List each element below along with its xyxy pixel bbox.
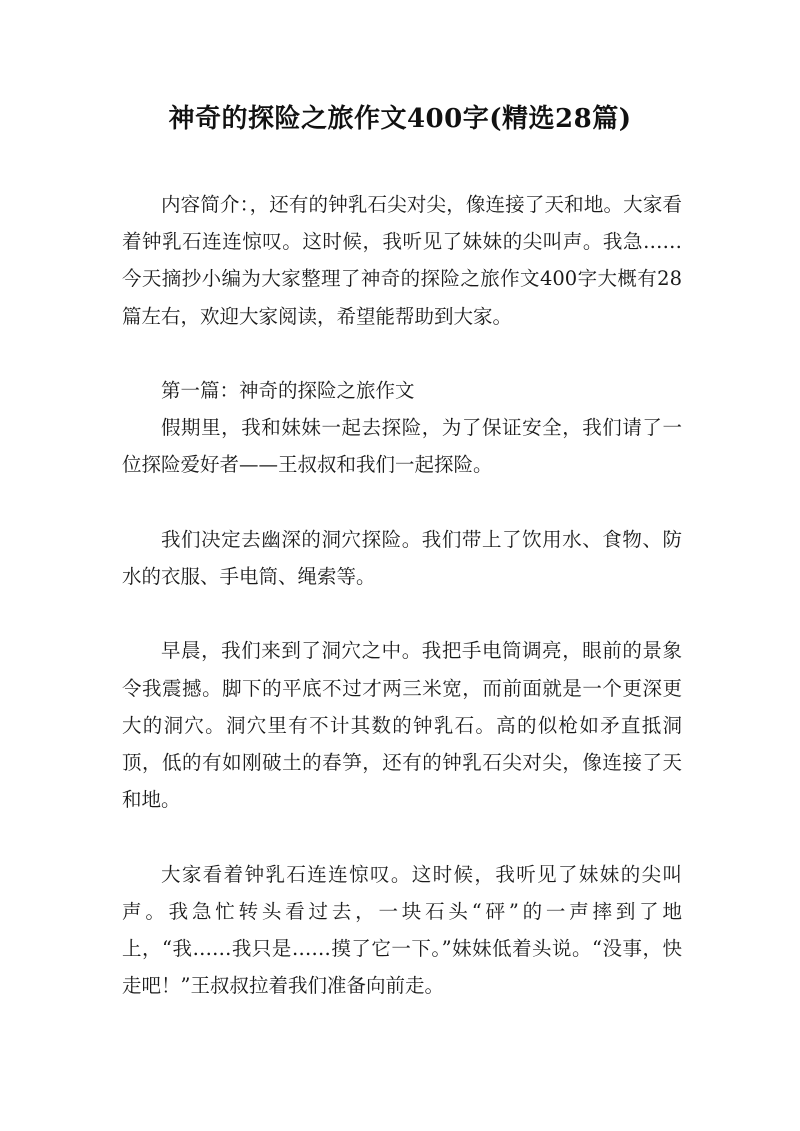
spacer bbox=[122, 484, 682, 521]
spacer bbox=[122, 335, 682, 372]
spacer bbox=[122, 595, 682, 632]
paragraph: 假期里，我和妹妹一起去探险，为了保证安全，我们请了一位探险爱好者——王叔叔和我们一起探险。 bbox=[122, 416, 682, 477]
spacer bbox=[122, 818, 682, 855]
intro-paragraph: 内容简介：，还有的钟乳石尖对尖，像连接了天和地。大家看着钟乳石连连惊叹。这时候，我听见了妹妹的尖叫声。我急……今天摘抄小编为大家整理了神奇的探险之旅作文400字大概有28篇左右，欢迎大家阅读，希望能帮助到大家。 bbox=[122, 193, 682, 328]
paragraph: 我们决定去幽深的洞穴探险。我们带上了饮用水、食物、防水的衣服、手电筒、绳索等。 bbox=[122, 527, 682, 588]
article-body bbox=[122, 186, 682, 1004]
paragraph: 大家看着钟乳石连连惊叹。这时候，我听见了妹妹的尖叫声。我急忙转头看过去，一块石头“砰”的一声摔到了地上，“我……我只是……摸了它一下。”妹妹低着头说。“没事，快走吧！”王叔叔拉着我们准备向前走。 bbox=[122, 862, 682, 998]
section-heading: 第一篇：神奇的探险之旅作文 bbox=[161, 379, 415, 402]
paragraph: 早晨，我们来到了洞穴之中。我把手电筒调亮，眼前的景象令我震撼。脚下的平底不过才两三米宽，而前面就是一个更深更大的洞穴。洞穴里有不计其数的钟乳石。高的似枪如矛直抵洞顶，低的有如刚破土的春笋，还有的钟乳石尖对尖，像连接了天和地。 bbox=[122, 639, 682, 812]
page-title: 神奇的探险之旅作文400字(精选28篇) bbox=[168, 104, 632, 134]
